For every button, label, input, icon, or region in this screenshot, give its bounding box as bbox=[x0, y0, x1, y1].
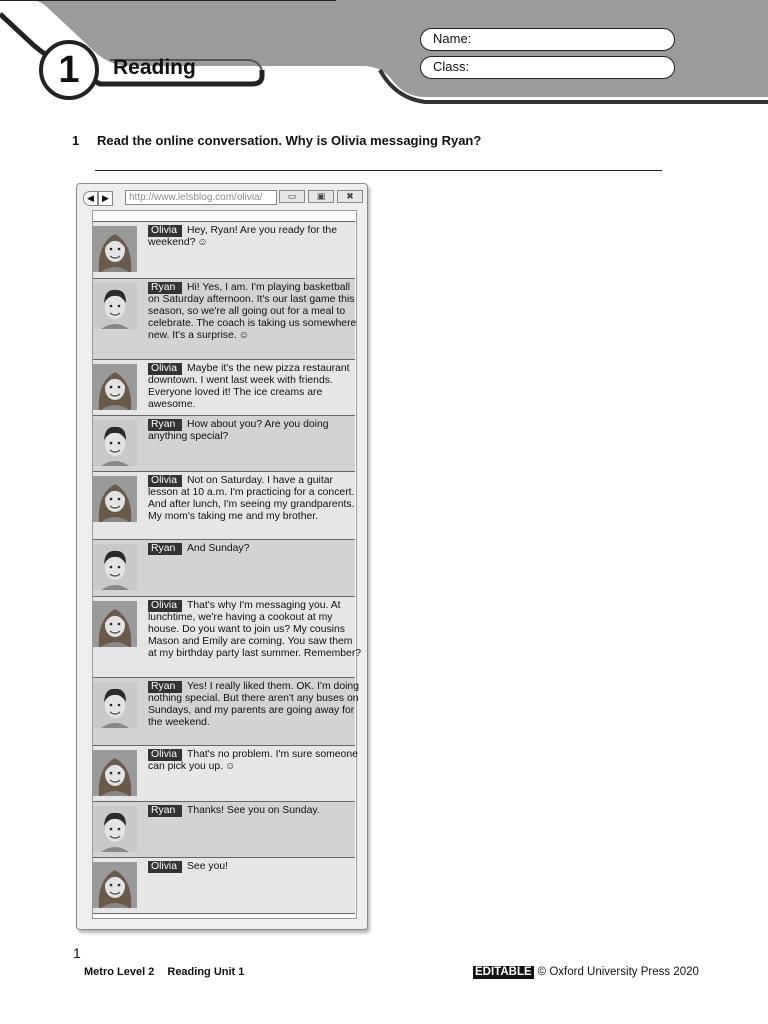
sender-name-tag: Ryan bbox=[148, 805, 182, 817]
avatar bbox=[93, 226, 137, 272]
unit-name: Reading Unit 1 bbox=[167, 966, 245, 978]
message-text: That's no problem. I'm sure someone can pick you up. bbox=[148, 749, 358, 773]
chat-message-ryan bbox=[93, 677, 359, 745]
message-body bbox=[148, 475, 362, 523]
sender-name-tag: Ryan bbox=[148, 681, 182, 693]
avatar bbox=[93, 283, 137, 329]
avatar bbox=[93, 862, 137, 908]
sender-name-tag: Ryan bbox=[148, 282, 182, 294]
course-name: Metro Level 2 bbox=[84, 966, 155, 978]
message-text: Maybe it's the new pizza restaurant downtown. I went last week with friends. Everyone loved it! The ice creams are awesome. bbox=[148, 363, 350, 411]
message-body bbox=[148, 282, 362, 342]
message-body bbox=[148, 363, 362, 411]
message-body bbox=[148, 681, 362, 729]
question-text: Read the online conversation. Why is Olivia messaging Ryan? bbox=[97, 133, 482, 148]
chat-message-olivia bbox=[93, 857, 355, 913]
forward-arrow-icon[interactable]: ▶ bbox=[98, 191, 113, 206]
avatar bbox=[93, 601, 137, 647]
chat-message-olivia bbox=[93, 221, 355, 278]
chat-message-ryan bbox=[93, 539, 355, 596]
sender-name-tag: Olivia bbox=[148, 475, 182, 487]
chat-message-olivia bbox=[93, 596, 362, 677]
class-field[interactable] bbox=[420, 56, 675, 79]
message-text: Hi! Yes, I am. I'm playing basketball on Saturday afternoon. It's our last game this season, so we're all going out for a meal to celebrate. The coach is taking us somewhere new. It's a surprise. bbox=[148, 282, 357, 342]
message-text: Not on Saturday. I have a guitar lesson at 10 a.m. I'm practicing for a concert. And after lunch, I'm seeing my grandparents. My mom's taking me and my brother. bbox=[148, 475, 355, 523]
footer-copyright bbox=[473, 966, 699, 979]
question-number: 1 bbox=[72, 133, 80, 148]
browser-window bbox=[76, 183, 368, 930]
avatar bbox=[93, 682, 137, 728]
answer-line[interactable] bbox=[95, 170, 662, 171]
chat-message-ryan bbox=[93, 801, 355, 857]
minimize-icon[interactable]: ▭ bbox=[279, 190, 305, 203]
page-title: Reading bbox=[113, 56, 196, 79]
message-body bbox=[148, 805, 362, 817]
name-field[interactable] bbox=[420, 28, 675, 51]
copyright-text: © Oxford University Press 2020 bbox=[537, 966, 699, 978]
avatar bbox=[93, 364, 137, 410]
close-icon[interactable]: ✖ bbox=[337, 190, 363, 203]
sender-name-tag: Olivia bbox=[148, 363, 182, 375]
message-text: How about you? Are you doing anything special? bbox=[148, 419, 329, 443]
chat-message-olivia bbox=[93, 745, 358, 801]
sender-name-tag: Olivia bbox=[148, 861, 182, 873]
unit-number-badge: 1 bbox=[39, 40, 99, 100]
sender-name-tag: Olivia bbox=[148, 600, 182, 612]
sender-name-tag: Olivia bbox=[148, 749, 182, 761]
avatar bbox=[93, 420, 137, 466]
editable-badge: EDITABLE bbox=[475, 966, 532, 978]
smiley-icon: ☺ bbox=[225, 761, 236, 773]
sender-name-tag: Ryan bbox=[148, 419, 182, 431]
avatar bbox=[93, 544, 137, 590]
footer-course-info bbox=[84, 966, 254, 978]
message-text: Thanks! See you on Sunday. bbox=[187, 805, 320, 816]
message-text: Hey, Ryan! Are you ready for the weekend? bbox=[148, 225, 337, 249]
header-banner bbox=[0, 0, 768, 110]
avatar bbox=[93, 476, 137, 522]
message-text: Yes! I really liked them. OK. I'm doing nothing special. But there aren't any buses on Sundays, and my parents are going away for the weekend. bbox=[148, 681, 359, 729]
message-body bbox=[148, 600, 362, 660]
class-label: Class: bbox=[433, 59, 470, 74]
maximize-icon[interactable]: ▣ bbox=[308, 190, 334, 203]
chat-message-ryan bbox=[93, 415, 355, 471]
message-body bbox=[148, 543, 362, 555]
chat-message-ryan bbox=[93, 278, 355, 359]
message-body bbox=[148, 419, 362, 443]
page-number: 1 bbox=[73, 945, 81, 961]
smiley-icon: ☺ bbox=[197, 237, 208, 249]
url-bar[interactable]: http://www.letsblog.com/olivia/ bbox=[125, 190, 277, 205]
message-text: See you! bbox=[187, 861, 229, 872]
sender-name-tag: Olivia bbox=[148, 225, 182, 237]
chat-end-divider bbox=[93, 913, 355, 914]
back-arrow-icon[interactable]: ◀ bbox=[83, 191, 98, 206]
avatar bbox=[93, 806, 137, 852]
chat-message-olivia bbox=[93, 359, 355, 415]
smiley-icon: ☺ bbox=[238, 330, 249, 342]
sender-name-tag: Ryan bbox=[148, 543, 182, 555]
message-body bbox=[148, 225, 362, 249]
message-text: And Sunday? bbox=[187, 543, 250, 554]
message-text: That's why I'm messaging you. At lunchtime, we're having a cookout at my house. Do you want to join us? My cousins Mason and Emily are coming. You saw them at my birthday party last summer. Remember? bbox=[148, 600, 362, 660]
message-body bbox=[148, 861, 362, 873]
message-body bbox=[148, 749, 362, 773]
avatar bbox=[93, 750, 137, 796]
chat-message-olivia bbox=[93, 471, 355, 539]
name-label: Name: bbox=[433, 31, 472, 46]
